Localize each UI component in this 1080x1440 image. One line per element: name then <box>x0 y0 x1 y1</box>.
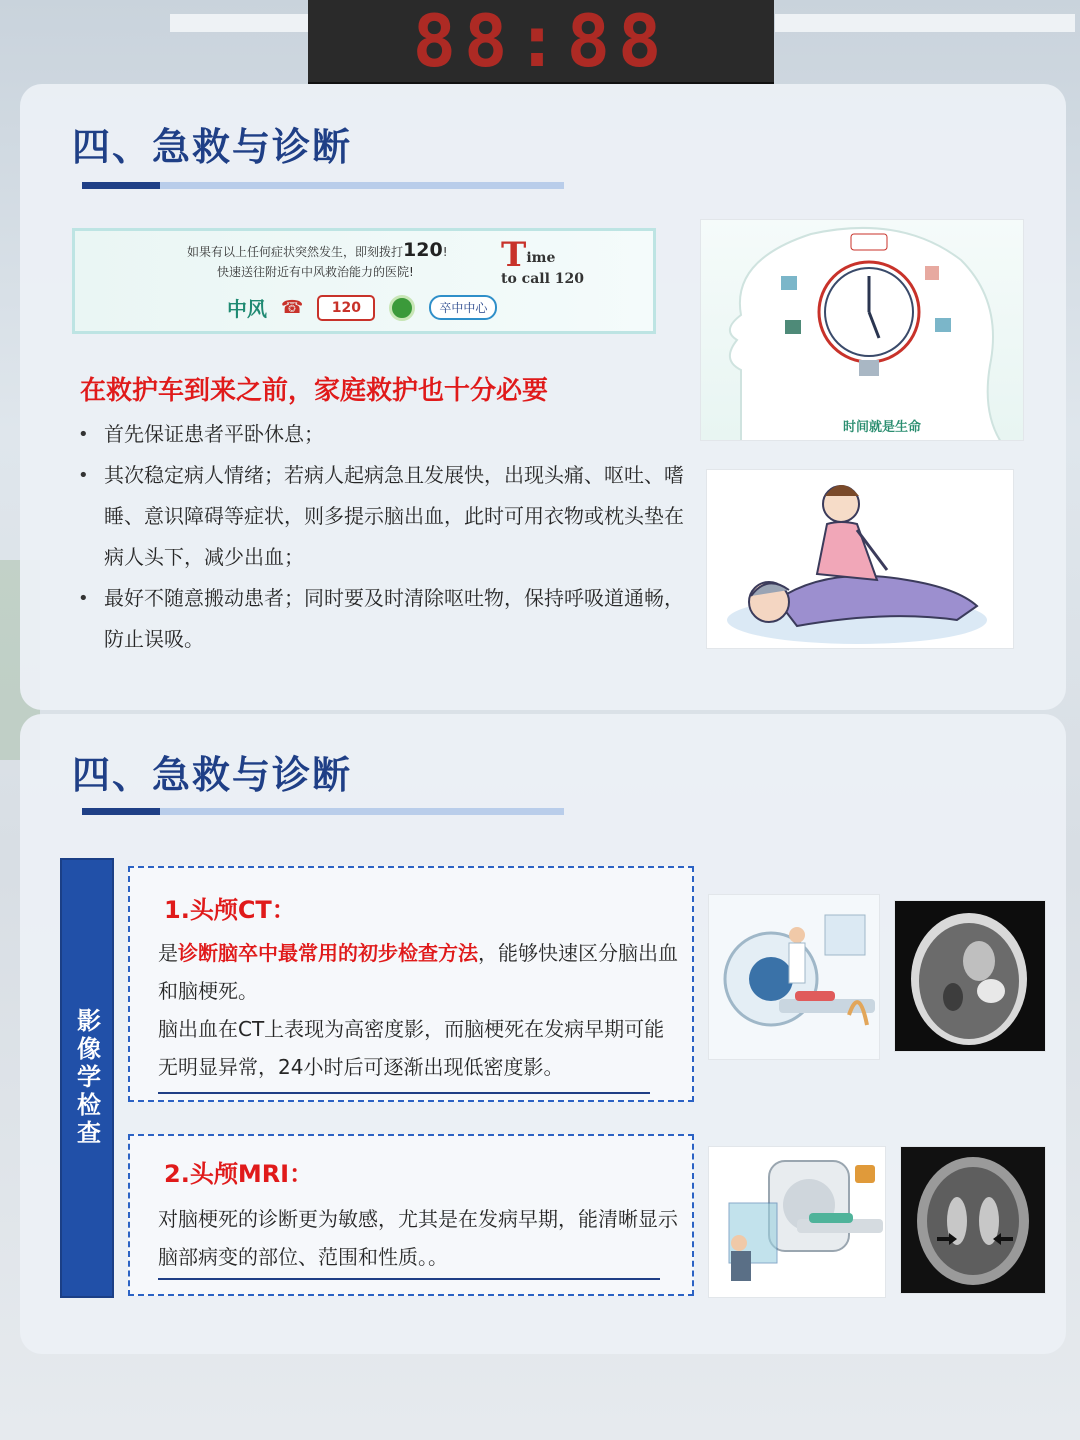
clock-caption: 时间就是生命 <box>843 420 922 435</box>
background-light <box>775 14 1075 32</box>
caregiver-patient-icon <box>707 470 1014 649</box>
text-underline <box>158 1278 660 1280</box>
ct-detail: 脑出血在CT上表现为高密度影，而脑梗死在发病早期可能无明显异常，24小时后可逐渐出现低密度影。 <box>158 1017 665 1079</box>
home-care-list <box>78 414 698 660</box>
call-120-banner <box>72 228 656 334</box>
ct-description: 是诊断脑卒中最常用的初步检查方法，能够快速区分脑出血和脑梗死。 脑出血在CT上表现为高密度影，而脑梗死在发病早期可能无明显异常，24小时后可逐渐出现低密度影。 <box>158 941 678 1079</box>
ct-highlight: 诊断脑卒中最常用的初步检查方法 <box>178 941 478 965</box>
ct-scan-image <box>894 900 1046 1052</box>
imaging-exam-tab: 影像学检查 <box>60 858 114 1298</box>
to-call-text: to call 120 <box>501 271 585 287</box>
first-aid-card <box>20 84 1066 710</box>
brain-mri-icon <box>901 1147 1046 1294</box>
text-underline <box>158 1092 650 1094</box>
mri-description: 对脑梗死的诊断更为敏感，尤其是在发病早期，能清晰显示脑部病变的部位、范围和性质。。 <box>158 1207 678 1269</box>
mri-scan-image <box>900 1146 1046 1294</box>
led-clock-board <box>308 0 774 84</box>
stroke-center-label: 卒中中心 <box>429 295 497 320</box>
stroke-center-seal-icon <box>389 295 415 321</box>
banner-line-2: 快速送往附近有中风救治能力的医院! <box>217 265 414 279</box>
ct-machine-icon <box>709 895 880 1060</box>
list-item: • 最好不随意搬动患者；同时要及时清除呕吐物，保持呼吸道通畅，防止误吸。 <box>78 578 698 660</box>
stroke-word: 中风 <box>227 297 267 321</box>
ct-title: 1.头颅CT： <box>164 896 296 924</box>
list-item: • 首先保证患者平卧休息； <box>78 414 698 455</box>
time-is-life-illustration <box>700 219 1024 441</box>
brain-ct-icon <box>895 901 1046 1052</box>
section-title: 四、急救与诊断 <box>72 125 353 169</box>
section-title: 四、急救与诊断 <box>72 753 353 797</box>
time-to-call-logo: Time <box>501 235 556 275</box>
ct-info-box <box>128 866 694 1102</box>
title-underline <box>82 808 564 815</box>
clock-icon <box>701 220 1024 441</box>
mri-machine-icon <box>709 1147 886 1298</box>
mri-scanner-illustration <box>708 1146 886 1298</box>
banner-icons <box>227 293 497 322</box>
title-underline <box>82 182 564 189</box>
ambulance-icon: 120 <box>317 295 375 321</box>
banner-line-1: 如果有以上任何症状突然发生，即刻拨打120! <box>187 239 448 261</box>
led-digits: 88:88 <box>412 0 670 83</box>
ct-scanner-illustration <box>708 894 880 1060</box>
phone-icon: ☎ <box>281 297 304 318</box>
home-care-heading: 在救护车到来之前，家庭救护也十分必要 <box>80 376 549 406</box>
mri-info-box <box>128 1134 694 1296</box>
background-light <box>170 14 310 32</box>
imaging-card <box>20 714 1066 1354</box>
caregiver-illustration <box>706 469 1014 649</box>
mri-title: 2.头颅MRI： <box>164 1160 314 1188</box>
list-item: • 其次稳定病人情绪；若病人起病急且发展快，出现头痛、呕吐、嗜睡、意识障碍等症状，则多提示脑出血，此时可用衣物或枕头垫在病人头下，减少出血； <box>78 455 698 578</box>
